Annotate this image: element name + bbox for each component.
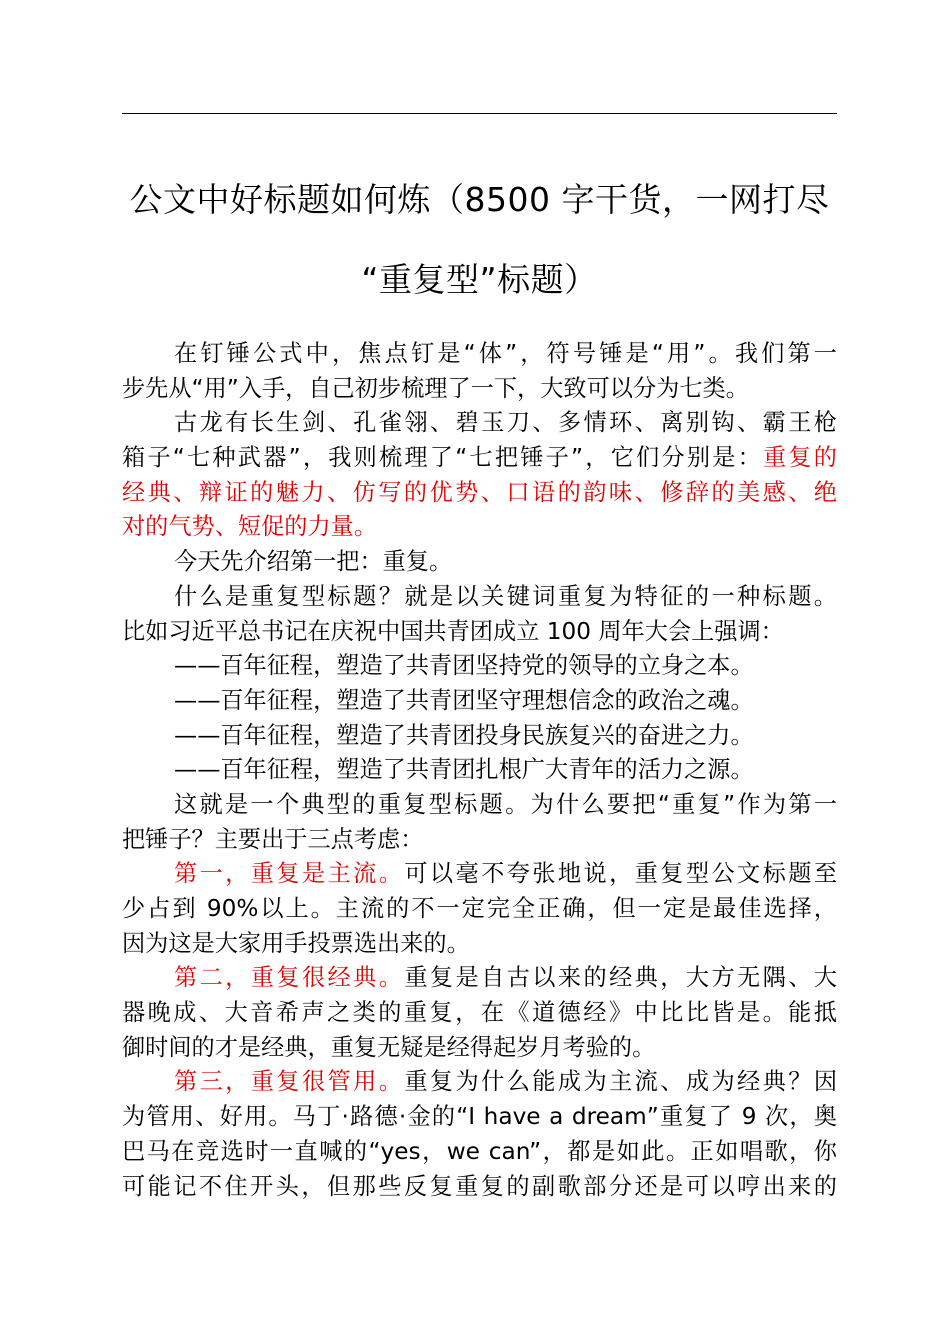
body-text-segment: 为管用、好用。马丁·路德·金的“I have a dream”重复了 9 次，奥 [122,1103,837,1131]
body-line [122,788,837,823]
document-title [122,160,837,320]
highlight-text: 经典、辩证的魅力、仿写的优势、口语的韵味、修辞的美感、绝 [122,478,837,506]
body-text-segment: 箱子“七种武器”，我则梳理了“七把锤子”，它们分别是： [122,444,764,472]
body-text-segment: ——百年征程，塑造了共青团扎根广大青年的活力之源。 [174,756,754,784]
body-line [122,753,837,788]
body-line [122,615,837,650]
body-line [122,684,837,719]
body-line [122,337,837,372]
body-text-segment: 今天先介绍第一把：重复。 [174,548,453,576]
body-text-segment: ——百年征程，塑造了共青团投身民族复兴的奋进之力。 [174,721,754,749]
body-line [122,857,837,892]
body-text-segment: 把锤子？主要出于三点考虑： [122,825,424,853]
title-line-1: 公文中好标题如何炼（8500 字干货，一网打尽 [129,180,830,219]
body-line [122,1170,837,1205]
header-rule [122,113,837,114]
body-text-segment: 比如习近平总书记在庆祝中国共青团成立 100 周年大会上强调： [122,617,784,645]
title-line-2: “重复型”标题） [361,260,598,299]
body-line [122,823,837,858]
body-line [122,372,837,407]
body-text-segment: 重复为什么能成为主流、成为经典？因 [404,1068,838,1096]
body-text-segment: 御时间的才是经典，重复无疑是经得起岁月考验的。 [122,1033,656,1061]
body-line [122,892,837,927]
body-line [122,961,837,996]
body-text-segment: 器晚成、大音希声之类的重复，在《道德经》中比比皆是。能抵 [122,999,837,1027]
body-text-segment: 步先从“用”入手，自己初步梳理了一下，大致可以分为七类。 [122,374,749,402]
highlight-text: 第一，重复是主流。 [174,860,405,888]
body-line [122,649,837,684]
highlight-text: 第三，重复很管用。 [174,1068,405,1096]
body-text-segment: 这就是一个典型的重复型标题。为什么要把“重复”作为第一 [174,790,837,818]
body-line [122,1135,837,1170]
body-line [122,545,837,580]
body-text-segment: 因为这是大家用手投票选出来的。 [122,929,470,957]
body-text-segment: 可能记不住开头，但那些反复重复的副歌部分还是可以哼出来的 [122,1172,837,1200]
body-text-segment: 重复是自古以来的经典，大方无隅、大 [404,964,838,992]
body-text-segment: 可以毫不夸张地说，重复型公文标题至 [404,860,838,888]
body-line [122,1031,837,1066]
body-line [122,441,837,476]
highlight-text: 对的气势、短促的力量。 [122,513,378,541]
body-text-segment: 什么是重复型标题？就是以关键词重复为特征的一种标题。 [174,582,837,610]
body-line [122,580,837,615]
document-body [122,337,837,1204]
body-text-segment: 巴马在竞选时一直喊的“yes，we can”，都是如此。正如唱歌，你 [122,1137,837,1165]
body-line [122,510,837,545]
body-text-segment: ——百年征程，塑造了共青团坚守理想信念的政治之魂。 [174,686,754,714]
highlight-text: 重复的 [763,444,837,472]
body-text-segment: 在钉锤公式中，焦点钉是“体”，符号锤是“用”。我们第一 [174,340,837,367]
body-line [122,927,837,962]
body-line [122,406,837,441]
body-line [122,1065,837,1100]
body-line [122,476,837,511]
body-text-segment: 古龙有长生剑、孔雀翎、碧玉刀、多情环、离别钩、霸王枪 [174,409,837,437]
body-line [122,996,837,1031]
body-text-segment: 少占到 90%以上。主流的不一定完全正确，但一定是最佳选择， [122,895,837,922]
body-text-segment: ——百年征程，塑造了共青团坚持党的领导的立身之本。 [174,652,754,680]
highlight-text: 第二，重复很经典。 [174,964,405,992]
body-line [122,1100,837,1135]
body-line [122,719,837,754]
